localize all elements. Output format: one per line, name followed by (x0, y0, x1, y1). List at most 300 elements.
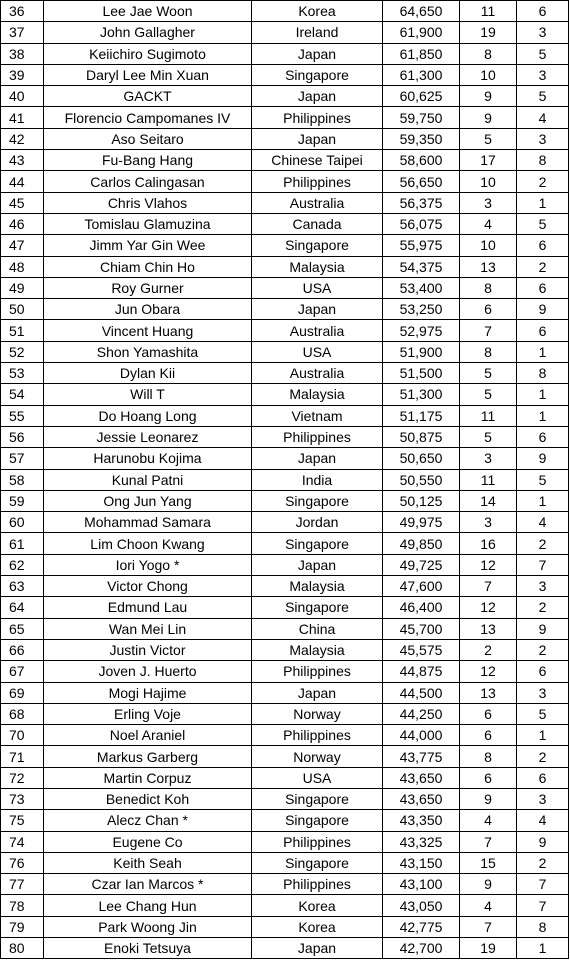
country-cell: Japan (252, 86, 383, 107)
country-cell: Chinese Taipei (252, 150, 383, 171)
table-row (1, 874, 569, 895)
table-row (1, 22, 569, 43)
player-name-cell: Markus Garberg (44, 746, 252, 767)
player-name-cell: Vincent Huang (44, 320, 252, 341)
column-6-cell: 5 (517, 469, 569, 490)
points-cell: 55,975 (383, 235, 460, 256)
table-row (1, 597, 569, 618)
player-name-cell: Harunobu Kojima (44, 448, 252, 469)
column-5-cell: 11 (460, 1, 517, 22)
points-cell: 59,750 (383, 107, 460, 128)
column-5-cell: 5 (460, 426, 517, 447)
rank-cell: 61 (1, 533, 44, 554)
table-row (1, 618, 569, 639)
player-name-cell: Tomislau Glamuzina (44, 213, 252, 234)
player-name-cell: Shon Yamashita (44, 341, 252, 362)
column-6-cell: 5 (517, 86, 569, 107)
column-5-cell: 6 (460, 767, 517, 788)
player-name-cell: Noel Araniel (44, 725, 252, 746)
column-5-cell: 16 (460, 533, 517, 554)
column-5-cell: 12 (460, 554, 517, 575)
table-row (1, 405, 569, 426)
player-name-cell: Alecz Chan * (44, 810, 252, 831)
player-name-cell: Keith Seah (44, 852, 252, 873)
column-5-cell: 9 (460, 86, 517, 107)
country-cell: Norway (252, 703, 383, 724)
column-5-cell: 9 (460, 788, 517, 809)
column-5-cell: 6 (460, 703, 517, 724)
table-row (1, 788, 569, 809)
table-row (1, 384, 569, 405)
column-6-cell: 2 (517, 597, 569, 618)
points-cell: 64,650 (383, 1, 460, 22)
points-cell: 43,150 (383, 852, 460, 873)
points-cell: 43,350 (383, 810, 460, 831)
table-row (1, 746, 569, 767)
table-row (1, 852, 569, 873)
rank-cell: 75 (1, 810, 44, 831)
player-name-cell: Mogi Hajime (44, 682, 252, 703)
rank-cell: 55 (1, 405, 44, 426)
points-cell: 43,100 (383, 874, 460, 895)
points-cell: 47,600 (383, 576, 460, 597)
table-row (1, 831, 569, 852)
player-name-cell: Lee Jae Woon (44, 1, 252, 22)
column-5-cell: 5 (460, 384, 517, 405)
rank-cell: 42 (1, 128, 44, 149)
country-cell: Singapore (252, 852, 383, 873)
column-5-cell: 3 (460, 512, 517, 533)
column-5-cell: 7 (460, 576, 517, 597)
points-cell: 42,700 (383, 938, 460, 959)
column-6-cell: 6 (517, 277, 569, 298)
column-6-cell: 3 (517, 576, 569, 597)
column-5-cell: 13 (460, 618, 517, 639)
column-6-cell: 1 (517, 341, 569, 362)
country-cell: Canada (252, 213, 383, 234)
rank-cell: 37 (1, 22, 44, 43)
column-5-cell: 13 (460, 682, 517, 703)
player-name-cell: Jessie Leonarez (44, 426, 252, 447)
table-row (1, 490, 569, 511)
rank-cell: 44 (1, 171, 44, 192)
player-name-cell: Benedict Koh (44, 788, 252, 809)
country-cell: Philippines (252, 171, 383, 192)
table-row (1, 192, 569, 213)
column-6-cell: 9 (517, 448, 569, 469)
points-cell: 44,500 (383, 682, 460, 703)
column-6-cell: 2 (517, 533, 569, 554)
table-row (1, 767, 569, 788)
column-5-cell: 17 (460, 150, 517, 171)
country-cell: Japan (252, 682, 383, 703)
rank-cell: 45 (1, 192, 44, 213)
rank-cell: 48 (1, 256, 44, 277)
column-5-cell: 6 (460, 299, 517, 320)
points-cell: 56,650 (383, 171, 460, 192)
column-6-cell: 1 (517, 405, 569, 426)
points-cell: 59,350 (383, 128, 460, 149)
country-cell: Philippines (252, 874, 383, 895)
column-5-cell: 11 (460, 405, 517, 426)
points-cell: 61,300 (383, 64, 460, 85)
player-name-cell: Justin Victor (44, 639, 252, 660)
rank-cell: 80 (1, 938, 44, 959)
table-row (1, 43, 569, 64)
column-6-cell: 4 (517, 107, 569, 128)
rank-cell: 74 (1, 831, 44, 852)
column-5-cell: 6 (460, 725, 517, 746)
player-name-cell: Will T (44, 384, 252, 405)
rank-cell: 59 (1, 490, 44, 511)
column-5-cell: 3 (460, 448, 517, 469)
country-cell: Japan (252, 43, 383, 64)
table-row (1, 426, 569, 447)
table-row (1, 448, 569, 469)
player-name-cell: Iori Yogo * (44, 554, 252, 575)
points-cell: 43,650 (383, 767, 460, 788)
column-5-cell: 9 (460, 107, 517, 128)
table-row (1, 703, 569, 724)
column-6-cell: 1 (517, 725, 569, 746)
country-cell: China (252, 618, 383, 639)
column-5-cell: 11 (460, 469, 517, 490)
column-5-cell: 5 (460, 128, 517, 149)
column-5-cell: 7 (460, 916, 517, 937)
player-name-cell: Eugene Co (44, 831, 252, 852)
country-cell: USA (252, 277, 383, 298)
points-cell: 45,700 (383, 618, 460, 639)
column-5-cell: 4 (460, 810, 517, 831)
column-5-cell: 8 (460, 277, 517, 298)
table-row (1, 576, 569, 597)
rank-cell: 39 (1, 64, 44, 85)
player-name-cell: Ong Jun Yang (44, 490, 252, 511)
rank-cell: 43 (1, 150, 44, 171)
points-cell: 56,375 (383, 192, 460, 213)
column-5-cell: 15 (460, 852, 517, 873)
rankings-table-body (1, 1, 569, 959)
rank-cell: 72 (1, 767, 44, 788)
table-row (1, 277, 569, 298)
rank-cell: 57 (1, 448, 44, 469)
rank-cell: 62 (1, 554, 44, 575)
column-6-cell: 8 (517, 916, 569, 937)
table-row (1, 235, 569, 256)
column-5-cell: 8 (460, 43, 517, 64)
country-cell: Singapore (252, 810, 383, 831)
rank-cell: 36 (1, 1, 44, 22)
points-cell: 44,875 (383, 661, 460, 682)
points-cell: 58,600 (383, 150, 460, 171)
country-cell: Australia (252, 320, 383, 341)
table-row (1, 639, 569, 660)
column-6-cell: 7 (517, 554, 569, 575)
rank-cell: 54 (1, 384, 44, 405)
points-cell: 50,550 (383, 469, 460, 490)
points-cell: 43,050 (383, 895, 460, 916)
table-row (1, 661, 569, 682)
country-cell: Malaysia (252, 576, 383, 597)
player-name-cell: Czar Ian Marcos * (44, 874, 252, 895)
player-name-cell: Florencio Campomanes IV (44, 107, 252, 128)
player-name-cell: Lim Choon Kwang (44, 533, 252, 554)
table-row (1, 256, 569, 277)
column-6-cell: 8 (517, 363, 569, 384)
points-cell: 43,325 (383, 831, 460, 852)
column-6-cell: 6 (517, 426, 569, 447)
rank-cell: 76 (1, 852, 44, 873)
rank-cell: 49 (1, 277, 44, 298)
table-row (1, 171, 569, 192)
rank-cell: 58 (1, 469, 44, 490)
points-cell: 56,075 (383, 213, 460, 234)
country-cell: Australia (252, 192, 383, 213)
country-cell: USA (252, 767, 383, 788)
points-cell: 51,300 (383, 384, 460, 405)
points-cell: 61,850 (383, 43, 460, 64)
points-cell: 53,400 (383, 277, 460, 298)
column-6-cell: 3 (517, 22, 569, 43)
player-name-cell: Fu-Bang Hang (44, 150, 252, 171)
country-cell: Ireland (252, 22, 383, 43)
rank-cell: 46 (1, 213, 44, 234)
country-cell: Philippines (252, 831, 383, 852)
country-cell: Singapore (252, 235, 383, 256)
column-6-cell: 5 (517, 213, 569, 234)
player-name-cell: Dylan Kii (44, 363, 252, 384)
column-6-cell: 5 (517, 43, 569, 64)
rank-cell: 73 (1, 788, 44, 809)
column-5-cell: 9 (460, 874, 517, 895)
player-name-cell: Park Woong Jin (44, 916, 252, 937)
country-cell: Korea (252, 916, 383, 937)
column-6-cell: 1 (517, 938, 569, 959)
player-name-cell: Jimm Yar Gin Wee (44, 235, 252, 256)
column-5-cell: 10 (460, 171, 517, 192)
column-6-cell: 2 (517, 746, 569, 767)
column-6-cell: 3 (517, 682, 569, 703)
column-5-cell: 19 (460, 938, 517, 959)
country-cell: Singapore (252, 533, 383, 554)
country-cell: Philippines (252, 661, 383, 682)
country-cell: Japan (252, 554, 383, 575)
table-row (1, 320, 569, 341)
player-name-cell: Edmund Lau (44, 597, 252, 618)
points-cell: 51,500 (383, 363, 460, 384)
column-6-cell: 9 (517, 299, 569, 320)
column-6-cell: 9 (517, 831, 569, 852)
column-5-cell: 10 (460, 64, 517, 85)
rank-cell: 71 (1, 746, 44, 767)
table-row (1, 128, 569, 149)
column-6-cell: 5 (517, 703, 569, 724)
column-6-cell: 6 (517, 1, 569, 22)
column-5-cell: 19 (460, 22, 517, 43)
points-cell: 50,125 (383, 490, 460, 511)
rank-cell: 63 (1, 576, 44, 597)
country-cell: Singapore (252, 64, 383, 85)
column-6-cell: 6 (517, 320, 569, 341)
points-cell: 60,625 (383, 86, 460, 107)
column-6-cell: 1 (517, 490, 569, 511)
country-cell: Singapore (252, 597, 383, 618)
country-cell: Norway (252, 746, 383, 767)
country-cell: Vietnam (252, 405, 383, 426)
rank-cell: 53 (1, 363, 44, 384)
player-name-cell: Jun Obara (44, 299, 252, 320)
table-row (1, 533, 569, 554)
rank-cell: 60 (1, 512, 44, 533)
rank-cell: 77 (1, 874, 44, 895)
table-row (1, 213, 569, 234)
player-name-cell: Kunal Patni (44, 469, 252, 490)
player-name-cell: GACKT (44, 86, 252, 107)
table-row (1, 554, 569, 575)
player-name-cell: Keiichiro Sugimoto (44, 43, 252, 64)
player-name-cell: Roy Gurner (44, 277, 252, 298)
column-6-cell: 3 (517, 64, 569, 85)
player-name-cell: Daryl Lee Min Xuan (44, 64, 252, 85)
player-name-cell: Aso Seitaro (44, 128, 252, 149)
rank-cell: 40 (1, 86, 44, 107)
points-cell: 49,975 (383, 512, 460, 533)
rank-cell: 78 (1, 895, 44, 916)
table-row (1, 64, 569, 85)
column-5-cell: 10 (460, 235, 517, 256)
rank-cell: 70 (1, 725, 44, 746)
column-5-cell: 2 (460, 639, 517, 660)
rank-cell: 65 (1, 618, 44, 639)
player-name-cell: Victor Chong (44, 576, 252, 597)
column-6-cell: 9 (517, 618, 569, 639)
rank-cell: 68 (1, 703, 44, 724)
column-6-cell: 1 (517, 384, 569, 405)
points-cell: 43,775 (383, 746, 460, 767)
points-cell: 50,875 (383, 426, 460, 447)
points-cell: 43,650 (383, 788, 460, 809)
column-5-cell: 14 (460, 490, 517, 511)
country-cell: Korea (252, 895, 383, 916)
player-name-cell: Do Hoang Long (44, 405, 252, 426)
country-cell: Singapore (252, 788, 383, 809)
column-6-cell: 4 (517, 512, 569, 533)
points-cell: 51,900 (383, 341, 460, 362)
column-6-cell: 7 (517, 895, 569, 916)
table-row (1, 107, 569, 128)
column-6-cell: 2 (517, 852, 569, 873)
table-row (1, 938, 569, 959)
country-cell: Japan (252, 448, 383, 469)
player-name-cell: Chris Vlahos (44, 192, 252, 213)
country-cell: Malaysia (252, 639, 383, 660)
rank-cell: 50 (1, 299, 44, 320)
rank-cell: 47 (1, 235, 44, 256)
points-cell: 44,250 (383, 703, 460, 724)
table-row (1, 86, 569, 107)
column-6-cell: 6 (517, 661, 569, 682)
country-cell: Malaysia (252, 256, 383, 277)
player-name-cell: Wan Mei Lin (44, 618, 252, 639)
table-row (1, 725, 569, 746)
table-row (1, 916, 569, 937)
player-name-cell: Martin Corpuz (44, 767, 252, 788)
column-6-cell: 6 (517, 767, 569, 788)
country-cell: Malaysia (252, 384, 383, 405)
rank-cell: 67 (1, 661, 44, 682)
column-5-cell: 3 (460, 192, 517, 213)
column-6-cell: 2 (517, 256, 569, 277)
column-5-cell: 4 (460, 895, 517, 916)
points-cell: 53,250 (383, 299, 460, 320)
player-name-cell: Chiam Chin Ho (44, 256, 252, 277)
points-cell: 50,650 (383, 448, 460, 469)
column-5-cell: 5 (460, 363, 517, 384)
points-cell: 45,575 (383, 639, 460, 660)
country-cell: Philippines (252, 725, 383, 746)
column-5-cell: 7 (460, 320, 517, 341)
column-6-cell: 6 (517, 235, 569, 256)
points-cell: 49,850 (383, 533, 460, 554)
rank-cell: 41 (1, 107, 44, 128)
country-cell: Australia (252, 363, 383, 384)
column-5-cell: 7 (460, 831, 517, 852)
rank-cell: 69 (1, 682, 44, 703)
rank-cell: 79 (1, 916, 44, 937)
rank-cell: 51 (1, 320, 44, 341)
country-cell: Singapore (252, 490, 383, 511)
points-cell: 44,000 (383, 725, 460, 746)
table-row (1, 469, 569, 490)
column-6-cell: 2 (517, 171, 569, 192)
player-name-cell: Lee Chang Hun (44, 895, 252, 916)
table-row (1, 895, 569, 916)
table-row (1, 810, 569, 831)
column-6-cell: 3 (517, 128, 569, 149)
table-row (1, 512, 569, 533)
points-cell: 49,725 (383, 554, 460, 575)
player-name-cell: Erling Voje (44, 703, 252, 724)
rank-cell: 56 (1, 426, 44, 447)
points-cell: 46,400 (383, 597, 460, 618)
player-name-cell: Mohammad Samara (44, 512, 252, 533)
points-cell: 42,775 (383, 916, 460, 937)
column-6-cell: 3 (517, 788, 569, 809)
table-row (1, 682, 569, 703)
column-5-cell: 8 (460, 746, 517, 767)
column-6-cell: 7 (517, 874, 569, 895)
country-cell: Philippines (252, 426, 383, 447)
rank-cell: 38 (1, 43, 44, 64)
country-cell: Philippines (252, 107, 383, 128)
country-cell: India (252, 469, 383, 490)
player-name-cell: John Gallagher (44, 22, 252, 43)
player-name-cell: Carlos Calingasan (44, 171, 252, 192)
column-5-cell: 12 (460, 597, 517, 618)
column-6-cell: 1 (517, 192, 569, 213)
table-row (1, 363, 569, 384)
country-cell: Japan (252, 128, 383, 149)
points-cell: 61,900 (383, 22, 460, 43)
column-6-cell: 4 (517, 810, 569, 831)
country-cell: Japan (252, 299, 383, 320)
rank-cell: 66 (1, 639, 44, 660)
rank-cell: 52 (1, 341, 44, 362)
country-cell: Korea (252, 1, 383, 22)
points-cell: 52,975 (383, 320, 460, 341)
table-row (1, 299, 569, 320)
column-5-cell: 8 (460, 341, 517, 362)
